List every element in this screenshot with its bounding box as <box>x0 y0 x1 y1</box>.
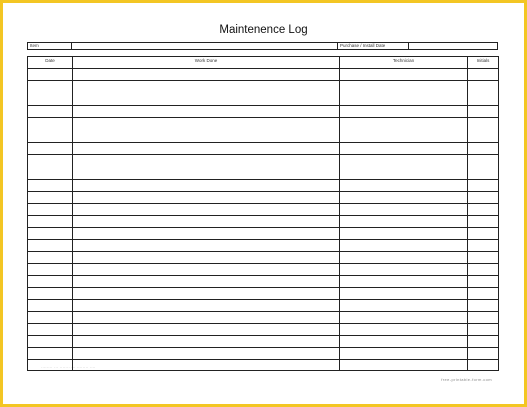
work-done-cell[interactable] <box>73 204 340 216</box>
table-row <box>28 264 499 276</box>
initials-cell[interactable] <box>468 81 499 106</box>
technician-cell[interactable] <box>340 240 468 252</box>
table-row <box>28 118 499 143</box>
technician-cell[interactable] <box>340 360 468 371</box>
date-cell[interactable] <box>28 69 73 81</box>
initials-cell[interactable] <box>468 204 499 216</box>
initials-cell[interactable] <box>468 216 499 228</box>
table-row <box>28 143 499 155</box>
work-done-cell[interactable] <box>73 264 340 276</box>
table-row <box>28 155 499 180</box>
technician-cell[interactable] <box>340 336 468 348</box>
initials-cell[interactable] <box>468 155 499 180</box>
column-header-initials: Initials <box>468 57 499 69</box>
initials-cell[interactable] <box>468 312 499 324</box>
table-row <box>28 192 499 204</box>
date-cell[interactable] <box>28 216 73 228</box>
footer-note: ········ ··· ······· ··· ········ ···· <box>41 366 96 370</box>
work-done-cell[interactable] <box>73 192 340 204</box>
initials-cell[interactable] <box>468 192 499 204</box>
technician-cell[interactable] <box>340 81 468 106</box>
table-header-row <box>28 57 499 69</box>
table-row <box>28 69 499 81</box>
maintenance-log-form <box>3 3 524 404</box>
date-cell[interactable] <box>28 276 73 288</box>
technician-cell[interactable] <box>340 324 468 336</box>
date-cell[interactable] <box>28 204 73 216</box>
work-done-cell[interactable] <box>73 81 340 106</box>
technician-cell[interactable] <box>340 300 468 312</box>
table-row <box>28 300 499 312</box>
technician-cell[interactable] <box>340 106 468 118</box>
table-row <box>28 204 499 216</box>
initials-cell[interactable] <box>468 69 499 81</box>
item-label: Item <box>28 43 72 49</box>
purchase-date-field[interactable] <box>409 43 497 49</box>
technician-cell[interactable] <box>340 348 468 360</box>
column-header-date: Date <box>28 57 73 69</box>
item-field[interactable] <box>72 43 338 49</box>
work-done-cell[interactable] <box>73 360 340 371</box>
initials-cell[interactable] <box>468 324 499 336</box>
table-row <box>28 180 499 192</box>
initials-cell[interactable] <box>468 106 499 118</box>
date-cell[interactable] <box>28 312 73 324</box>
date-cell[interactable] <box>28 106 73 118</box>
initials-cell[interactable] <box>468 240 499 252</box>
table-row <box>28 324 499 336</box>
date-cell[interactable] <box>28 240 73 252</box>
work-done-cell[interactable] <box>73 276 340 288</box>
work-done-cell[interactable] <box>73 288 340 300</box>
initials-cell[interactable] <box>468 264 499 276</box>
date-cell[interactable] <box>28 143 73 155</box>
table-row <box>28 360 499 371</box>
table-row <box>28 216 499 228</box>
technician-cell[interactable] <box>340 276 468 288</box>
table-row <box>28 336 499 348</box>
work-done-cell[interactable] <box>73 312 340 324</box>
date-cell[interactable] <box>28 118 73 143</box>
table-row <box>28 276 499 288</box>
work-done-cell[interactable] <box>73 348 340 360</box>
technician-cell[interactable] <box>340 69 468 81</box>
date-cell[interactable] <box>28 81 73 106</box>
initials-cell[interactable] <box>468 348 499 360</box>
work-done-cell[interactable] <box>73 106 340 118</box>
initials-cell[interactable] <box>468 118 499 143</box>
table-row <box>28 252 499 264</box>
technician-cell[interactable] <box>340 288 468 300</box>
date-cell[interactable] <box>28 336 73 348</box>
date-cell[interactable] <box>28 228 73 240</box>
technician-cell[interactable] <box>340 143 468 155</box>
technician-cell[interactable] <box>340 252 468 264</box>
initials-cell[interactable] <box>468 300 499 312</box>
work-done-cell[interactable] <box>73 336 340 348</box>
technician-cell[interactable] <box>340 312 468 324</box>
date-cell[interactable] <box>28 264 73 276</box>
date-cell[interactable] <box>28 252 73 264</box>
purchase-date-label: Purchase / Install Date <box>338 43 409 49</box>
column-header-work-done: Work Done <box>73 57 340 69</box>
work-done-cell[interactable] <box>73 240 340 252</box>
work-done-cell[interactable] <box>73 300 340 312</box>
work-done-cell[interactable] <box>73 180 340 192</box>
technician-cell[interactable] <box>340 264 468 276</box>
technician-cell[interactable] <box>340 192 468 204</box>
date-cell[interactable] <box>28 192 73 204</box>
footer-credit: free-printable-form.com <box>441 377 492 382</box>
date-cell[interactable] <box>28 288 73 300</box>
header-fields <box>27 42 498 50</box>
column-header-technician: Technician <box>340 57 468 69</box>
initials-cell[interactable] <box>468 228 499 240</box>
work-done-cell[interactable] <box>73 252 340 264</box>
work-done-cell[interactable] <box>73 143 340 155</box>
work-done-cell[interactable] <box>73 118 340 143</box>
log-table <box>27 56 499 371</box>
date-cell[interactable] <box>28 180 73 192</box>
work-done-cell[interactable] <box>73 228 340 240</box>
initials-cell[interactable] <box>468 252 499 264</box>
technician-cell[interactable] <box>340 216 468 228</box>
table-row <box>28 240 499 252</box>
initials-cell[interactable] <box>468 360 499 371</box>
initials-cell[interactable] <box>468 336 499 348</box>
page-title: Maintenence Log <box>219 24 308 36</box>
technician-cell[interactable] <box>340 228 468 240</box>
table-row <box>28 81 499 106</box>
initials-cell[interactable] <box>468 180 499 192</box>
table-row <box>28 228 499 240</box>
date-cell[interactable] <box>28 348 73 360</box>
date-cell[interactable] <box>28 155 73 180</box>
technician-cell[interactable] <box>340 180 468 192</box>
table-row <box>28 288 499 300</box>
table-row <box>28 106 499 118</box>
initials-cell[interactable] <box>468 276 499 288</box>
work-done-cell[interactable] <box>73 69 340 81</box>
technician-cell[interactable] <box>340 118 468 143</box>
table-row <box>28 348 499 360</box>
initials-cell[interactable] <box>468 143 499 155</box>
technician-cell[interactable] <box>340 204 468 216</box>
work-done-cell[interactable] <box>73 155 340 180</box>
table-row <box>28 312 499 324</box>
initials-cell[interactable] <box>468 288 499 300</box>
date-cell[interactable] <box>28 300 73 312</box>
technician-cell[interactable] <box>340 155 468 180</box>
date-cell[interactable] <box>28 324 73 336</box>
work-done-cell[interactable] <box>73 216 340 228</box>
work-done-cell[interactable] <box>73 324 340 336</box>
